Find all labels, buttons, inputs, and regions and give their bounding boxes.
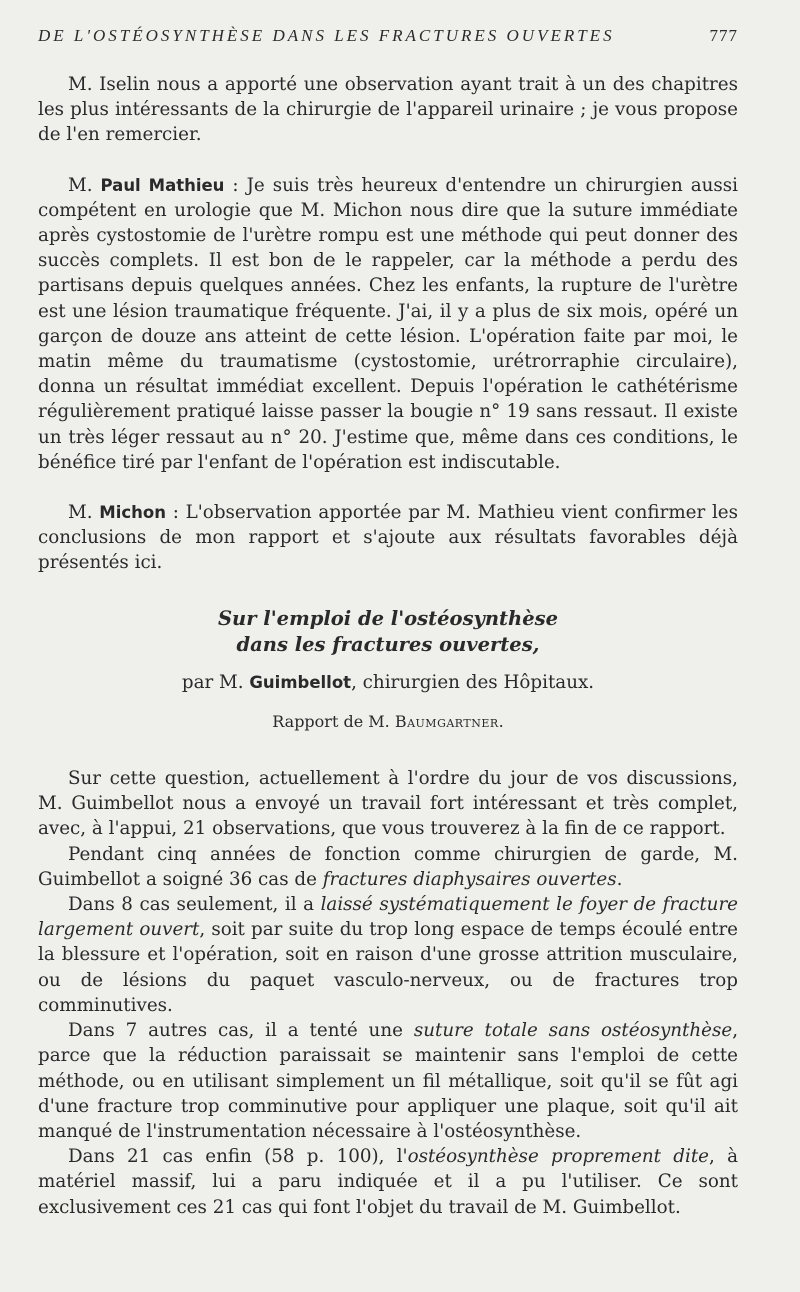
speaker-prefix: M. (68, 174, 101, 196)
emphasis-text: fractures diaphysaires ouvertes (322, 868, 617, 890)
article-title-line-1: Sur l'emploi de l'ostéosynthèse (217, 606, 559, 630)
text-run: Dans 7 autres cas, il a tenté une (68, 1020, 414, 1042)
text-run: , à matériel massif, lui a paru indiquée et il a pu l'utiliser. Ce sont exclusivement ces 21 cas qui font l'objet du travail de M. Guimbellot. (38, 1146, 738, 1218)
page-number: 777 (709, 26, 738, 45)
report-prefix: Rapport de M. (272, 711, 395, 731)
article-title-line-2: dans les fractures ouvertes, (236, 632, 540, 656)
running-header (38, 26, 738, 46)
paragraph-mathieu-text: : Je suis très heureux d'entendre un chirurgien aussi compétent en urologie que M. Michon nous dire que la suture immédiate après cystostomie de l'urètre rompu est une méthode qui peut donner des succès complets. Il est bon de le rappeler, car la méthode a perdu des partisans depuis quelques années. Chez les enfants, la rupture de l'urètre est une lésion traumatique fréquente. J'ai, il y a plus de six mois, opéré un garçon de douze ans atteint de cette lésion. L'opération faite par moi, le matin même du traumatisme (cystostomie, urétrorraphie circulaire), donna un résultat immédiat excellent. Depuis l'opération le cathétérisme régulièrement pratiqué laisse passer la bougie n° 19 sans ressaut. Il existe un très léger ressaut au n° 20. J'estime que, même dans ces conditions, le bénéfice tiré par l'enfant de l'opération est indiscutable. (38, 174, 739, 473)
paragraph-michon-text: : L'observation apportée par M. Mathieu vient confirmer les conclusions de mon rapport et s'ajoute aux résultats favorables déjà présentés ici. (38, 502, 739, 574)
article-title (38, 606, 738, 658)
speaker-name-michon: Michon (99, 503, 166, 523)
emphasis-text: laissé systématiquement le foyer de fracture largement ouvert (38, 894, 738, 941)
report-by (38, 709, 738, 734)
author-name: Guimbellot (249, 672, 352, 692)
article-paragraph-3 (38, 892, 738, 1018)
paragraph-iselin: M. Iselin nous a apporté une observation ayant trait à un des chapitres les plus intéressants de la chirurgie de l'appareil urinaire ; je vous propose de l'en remercier. (38, 74, 738, 146)
speaker-name-mathieu: Paul Mathieu (100, 175, 225, 195)
article-paragraph-1: Sur cette question, actuellement à l'ordre du jour de vos discussions, M. Guimbellot nous a envoyé un travail fort intéressant et très complet, avec, à l'appui, 21 observations, que vous trouverez à la fin de ce rapport. (38, 768, 738, 840)
report-suffix: . (498, 711, 504, 731)
speaker-prefix: M. (68, 502, 100, 524)
emphasis-text: suture totale sans ostéosynthèse (413, 1020, 733, 1042)
article-paragraph-2 (38, 842, 738, 892)
reporter-name: Baumgartner (394, 711, 499, 731)
body-text (38, 72, 738, 1220)
article-paragraph-5 (38, 1144, 738, 1220)
text-run: Pendant cinq années de fonction comme chirurgien de garde, M. Guimbellot a soigné 36 cas de (38, 843, 738, 890)
text-run: , soit par suite du trop long espace de temps écoulé entre la blessure et l'opération, soit en raison d'une grosse attrition musculaire, ou de lésions du paquet vasculo-nerveux, ou de fractures trop comminutives. (38, 919, 739, 1016)
byline-suffix: , chirurgien des Hôpitaux. (351, 671, 595, 693)
text-run: Dans 21 cas enfin (58 p. 100), l' (68, 1146, 408, 1168)
text-run: Dans 8 cas seulement, il a (68, 894, 321, 916)
paragraph-michon (38, 500, 738, 576)
paragraph-mathieu (38, 173, 738, 475)
emphasis-text: ostéosynthèse proprement dite (407, 1146, 709, 1168)
article-byline (38, 670, 738, 695)
running-title: DE L'OSTÉOSYNTHÈSE DANS LES FRACTURES OUVERTES (38, 26, 615, 45)
text-run: , parce que la réduction paraissait se maintenir sans l'emploi de cette méthode, ou en utilisant simplement un fil métallique, soit qu'il se fût agi d'une fracture trop comminutive pour appliquer une plaque, soit qu'il ait manqué de l'instrumentation nécessaire à l'ostéosynthèse. (38, 1020, 739, 1142)
text-run: . (616, 868, 623, 890)
article-paragraph-4 (38, 1018, 738, 1144)
byline-prefix: par M. (181, 671, 250, 693)
